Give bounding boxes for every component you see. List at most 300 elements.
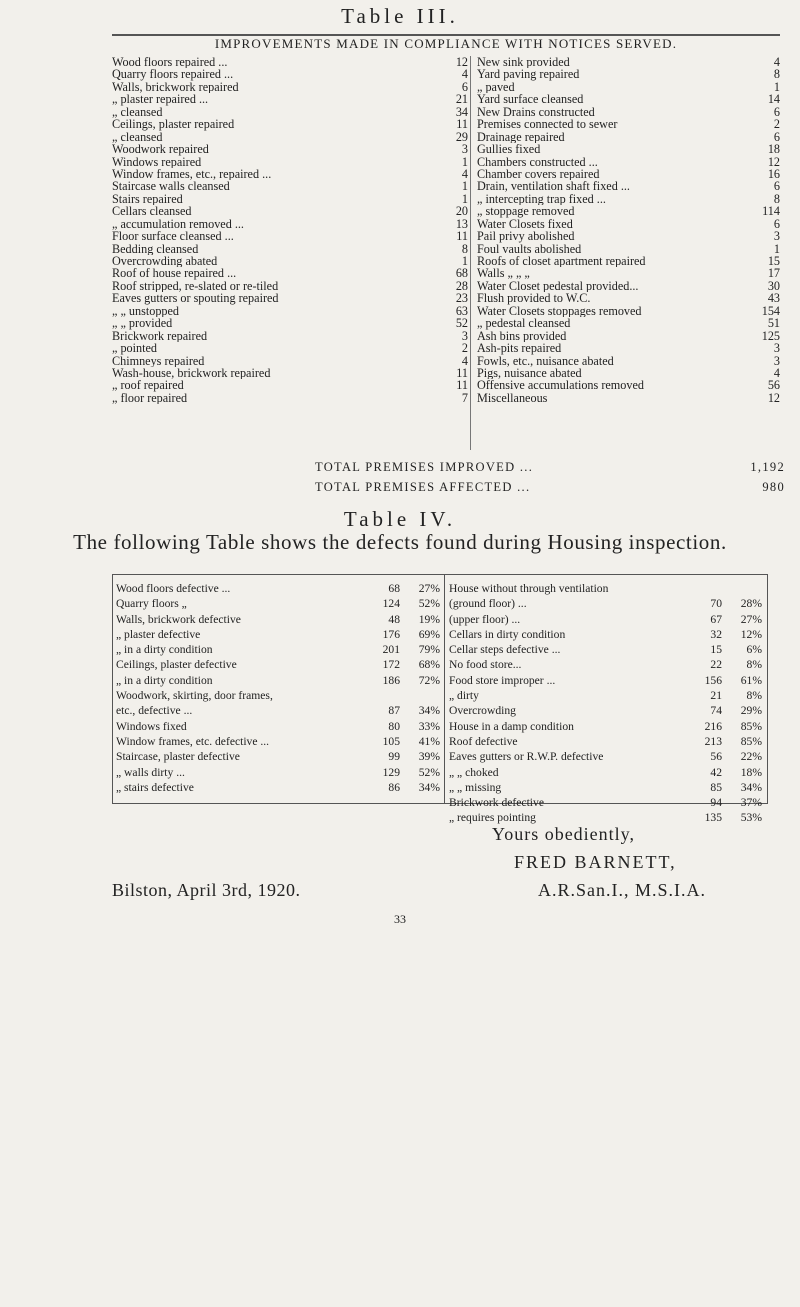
table3-column-divider (470, 56, 471, 450)
defect-label: „ „ missing (449, 780, 502, 794)
improvement-label: Wash-house, brickwork repaired (112, 366, 271, 380)
defect-count: 22 (710, 658, 722, 672)
defect-percent: 52% (418, 597, 440, 611)
defect-label: Cellars in dirty condition (449, 627, 566, 641)
defect-label: Quarry floors „ (116, 597, 187, 611)
defect-label: (upper floor) ... (449, 612, 521, 626)
defect-label: Eaves gutters or R.W.P. defective (449, 750, 604, 764)
defect-row (116, 612, 443, 627)
improvement-row (477, 280, 780, 292)
improvement-count: 15 (767, 254, 780, 268)
improvement-label: Ash bins provided (477, 329, 567, 343)
improvement-label: Ash-pits repaired (477, 342, 562, 355)
improvement-label: Fowls, etc., nuisance abated (477, 354, 614, 367)
defect-row (116, 596, 443, 611)
improvement-row (477, 131, 780, 143)
improvement-label: Drain, ventilation shaft fixed ... (477, 180, 630, 193)
improvement-label: Cellars cleansed (112, 205, 192, 218)
improvement-count: 3 (773, 341, 780, 356)
improvement-label: „ intercepting trap fixed ... (477, 192, 606, 206)
improvement-row (477, 180, 780, 192)
defect-count: 99 (388, 750, 400, 764)
defect-label: House in a damp condition (449, 719, 574, 733)
improvement-row (112, 205, 468, 217)
improvement-row (477, 193, 780, 205)
improvement-label: „ pedestal cleansed (477, 317, 571, 330)
improvement-count: 3 (773, 353, 780, 368)
defect-row (449, 581, 765, 596)
improvement-row (477, 205, 780, 217)
defect-count: 176 (382, 627, 400, 641)
defect-label: „ walls dirty ... (116, 765, 185, 779)
improvement-label: Offensive accumulations removed (477, 379, 644, 392)
defect-count: 213 (704, 734, 722, 748)
improvement-label: Water Closets fixed (477, 217, 573, 231)
improvement-count: 16 (767, 166, 780, 181)
improvement-count: 4 (773, 365, 780, 380)
improvement-row (477, 156, 780, 168)
defect-percent: 18% (740, 765, 762, 779)
table3-left-column (112, 56, 468, 404)
defect-percent: 8% (746, 689, 762, 703)
table4-right-column (449, 581, 765, 826)
improvement-row (477, 168, 780, 180)
defect-label: Staircase, plaster defective (116, 750, 240, 764)
defect-row (116, 734, 443, 749)
improvement-label: Drainage repaired (477, 130, 565, 144)
improvement-label: „ plaster repaired ... (112, 93, 209, 106)
defect-row (449, 596, 765, 611)
improvement-row (112, 379, 468, 391)
improvement-count: 2 (773, 117, 780, 132)
table3-body (112, 56, 780, 461)
improvement-label: Yard surface cleansed (477, 93, 584, 106)
total-value: 980 (762, 480, 785, 494)
improvement-count: 1 (461, 254, 468, 268)
improvement-count: 11 (456, 365, 468, 380)
defect-row (116, 765, 443, 780)
improvement-row (112, 355, 468, 367)
improvement-count: 63 (455, 303, 468, 318)
improvement-row (477, 106, 780, 118)
improvement-label: Flush provided to W.C. (477, 292, 591, 305)
defect-count: 56 (710, 750, 722, 764)
improvement-row (477, 56, 780, 68)
improvement-label: Roof stripped, re-slated or re-tiled (112, 279, 279, 293)
improvement-label: „ floor repaired (112, 391, 188, 405)
improvement-label: „ paved (477, 80, 515, 94)
defect-row (116, 703, 443, 718)
improvement-row (112, 330, 468, 342)
improvement-count: 12 (767, 154, 780, 169)
defect-row (449, 749, 765, 764)
defect-row (449, 703, 765, 718)
defect-count: 21 (710, 689, 722, 703)
improvement-count: 6 (773, 216, 780, 231)
defect-percent: 22% (740, 750, 762, 764)
improvement-label: „ „ provided (112, 317, 173, 330)
improvement-count: 28 (455, 278, 468, 293)
improvement-count: 4 (461, 67, 468, 82)
defect-count: 94 (710, 796, 722, 810)
improvement-row (477, 392, 780, 404)
defect-percent: 53% (740, 811, 762, 825)
improvement-row (112, 131, 468, 143)
defect-count: 15 (710, 643, 722, 657)
improvement-label: „ pointed (112, 342, 158, 355)
improvement-row (112, 193, 468, 205)
improvement-row (112, 230, 468, 242)
defect-label: „ in a dirty condition (116, 673, 213, 687)
improvement-count: 18 (767, 142, 780, 157)
defect-count: 85 (710, 780, 722, 794)
improvement-label: Bedding cleansed (112, 242, 199, 255)
defect-count: 124 (382, 597, 400, 611)
improvement-count: 43 (767, 291, 780, 306)
defect-percent: 37% (740, 796, 762, 810)
improvement-count: 8 (773, 67, 780, 82)
defect-label: Overcrowding (449, 704, 516, 718)
defect-row (116, 673, 443, 688)
defect-percent: 34% (418, 780, 440, 794)
improvement-label: „ stoppage removed (477, 205, 575, 218)
defect-percent: 29% (740, 704, 762, 718)
defect-row (116, 688, 443, 703)
improvement-label: Floor surface cleansed ... (112, 230, 234, 243)
table4-subtitle: The following Table shows the defects found during Housing inspection. (73, 530, 727, 554)
defect-label: No food store... (449, 658, 522, 672)
defect-row (116, 780, 443, 795)
improvement-row (477, 218, 780, 230)
improvement-count: 30 (767, 278, 780, 293)
improvement-label: Windows repaired (112, 155, 202, 168)
improvement-row (477, 81, 780, 93)
defect-count (684, 581, 722, 596)
defect-percent: 79% (418, 643, 440, 657)
improvement-row (477, 230, 780, 242)
improvement-row (477, 367, 780, 379)
improvement-count: 3 (461, 328, 468, 343)
total-row (315, 480, 785, 500)
improvement-count: 8 (773, 191, 780, 206)
improvement-count: 4 (461, 353, 468, 368)
improvement-row (112, 143, 468, 155)
defect-percent: 72% (418, 673, 440, 687)
improvement-label: Foul vaults abolished (477, 242, 582, 255)
improvement-label: Wood floors repaired ... (112, 56, 228, 69)
defect-row (449, 719, 765, 734)
defect-row (116, 657, 443, 672)
defect-percent: 34% (418, 704, 440, 718)
improvement-count: 21 (455, 92, 468, 107)
defect-row (449, 627, 765, 642)
defect-percent: 41% (418, 734, 440, 748)
improvement-count: 4 (773, 55, 780, 69)
table4-column-divider (444, 575, 445, 803)
improvement-label: Overcrowding abated (112, 255, 218, 268)
improvement-row (477, 267, 780, 279)
defect-percent: 85% (740, 719, 762, 733)
defect-percent: 61% (740, 673, 762, 687)
improvement-count: 8 (461, 241, 468, 256)
total-label: TOTAL PREMISES AFFECTED ... (315, 480, 531, 494)
defect-row (449, 795, 765, 810)
improvement-label: Pigs, nuisance abated (477, 366, 582, 380)
defect-percent: 85% (740, 734, 762, 748)
defect-count: 201 (382, 643, 400, 657)
defect-label: Cellar steps defective ... (449, 643, 561, 657)
improvement-count: 20 (455, 204, 468, 219)
defect-label: „ dirty (449, 689, 479, 703)
defect-percent: 6% (746, 643, 762, 657)
improvement-row (112, 180, 468, 192)
improvement-row (112, 81, 468, 93)
table3-subtitle: IMPROVEMENTS MADE IN COMPLIANCE WITH NOTICES SERVED. (214, 36, 678, 51)
defect-percent (400, 688, 443, 703)
improvement-label: „ „ unstopped (112, 304, 180, 318)
improvement-label: Yard paving repaired (477, 68, 580, 81)
improvement-label: Pail privy abolished (477, 230, 575, 243)
improvement-row (477, 292, 780, 304)
improvement-row (112, 255, 468, 267)
defect-count: 87 (388, 704, 400, 718)
improvement-count: 51 (767, 316, 780, 331)
defect-percent: 27% (740, 612, 762, 626)
improvement-row (112, 218, 468, 230)
improvement-row (477, 305, 780, 317)
defect-percent: 19% (418, 612, 440, 626)
defect-count: 74 (710, 704, 722, 718)
defect-row (449, 688, 765, 703)
improvement-label: Premises connected to sewer (477, 118, 618, 131)
improvement-label: Ceilings, plaster repaired (112, 118, 235, 131)
improvement-count: 13 (455, 216, 468, 231)
defect-label: Ceilings, plaster defective (116, 658, 237, 672)
improvement-count: 2 (461, 341, 468, 356)
improvement-label: Stairs repaired (112, 192, 183, 206)
defect-count: 42 (710, 765, 722, 779)
signatory-name: FRED BARNETT, (514, 852, 677, 872)
improvement-count: 14 (767, 92, 780, 107)
defect-label: „ „ choked (449, 765, 499, 779)
page-number: 33 (394, 912, 406, 926)
valediction: Yours obediently, (492, 824, 636, 844)
improvement-row (477, 255, 780, 267)
improvement-label: Quarry floors repaired ... (112, 68, 234, 81)
defect-percent: 27% (418, 582, 440, 595)
improvement-label: New sink provided (477, 56, 570, 69)
improvement-count: 17 (767, 266, 780, 281)
defect-label: „ plaster defective (116, 627, 201, 641)
improvement-label: „ cleansed (112, 105, 163, 119)
improvement-count: 23 (455, 291, 468, 306)
improvement-label: Roof of house repaired ... (112, 267, 237, 280)
improvement-count: 1 (773, 241, 780, 256)
defect-count: 68 (388, 582, 400, 595)
defect-label: (ground floor) ... (449, 597, 527, 611)
improvement-label: New Drains constructed (477, 105, 595, 119)
improvement-label: Chimneys repaired (112, 354, 205, 367)
defect-label: Walls, brickwork defective (116, 612, 241, 626)
improvement-row (112, 156, 468, 168)
improvement-label: „ roof repaired (112, 379, 184, 392)
improvement-count: 1 (461, 191, 468, 206)
defect-percent: 39% (418, 750, 440, 764)
improvement-label: Chamber covers repaired (477, 167, 600, 181)
defect-percent: 33% (418, 719, 440, 733)
improvement-label: Eaves gutters or spouting repaired (112, 292, 279, 305)
improvement-count: 1 (461, 154, 468, 169)
improvement-count: 7 (461, 390, 468, 405)
defect-percent: 28% (740, 597, 762, 611)
improvement-label: „ cleansed (112, 130, 163, 144)
defect-label: House without through ventilation (449, 582, 609, 595)
defect-count: 67 (710, 612, 722, 626)
defect-count: 186 (382, 673, 400, 687)
defect-row (449, 642, 765, 657)
improvement-row (477, 379, 780, 391)
improvement-label: Gullies fixed (477, 143, 541, 156)
defect-count: 216 (704, 719, 722, 733)
defect-label: Wood floors defective ... (116, 582, 231, 595)
improvement-count: 11 (456, 378, 468, 393)
improvement-label: Water Closet pedestal provided... (477, 279, 639, 293)
improvement-label: Walls „ „ „ (477, 267, 530, 280)
improvement-count: 12 (767, 390, 780, 405)
defect-row (116, 627, 443, 642)
improvement-count: 29 (455, 129, 468, 144)
improvement-row (112, 280, 468, 292)
improvement-row (477, 243, 780, 255)
defect-row (449, 765, 765, 780)
improvement-row (477, 68, 780, 80)
table4-title: Table IV. (343, 507, 457, 531)
improvement-count: 154 (761, 303, 780, 318)
total-value: 1,192 (750, 460, 785, 474)
improvement-count: 34 (455, 104, 468, 119)
defect-label: Brickwork defective (449, 796, 544, 810)
improvement-row (477, 330, 780, 342)
improvement-row (112, 292, 468, 304)
total-row (315, 460, 785, 480)
defect-count: 105 (382, 734, 400, 748)
defect-percent: 34% (740, 780, 762, 794)
table3-title: Table III. (341, 4, 459, 28)
improvement-row (112, 392, 468, 404)
improvement-count: 6 (773, 179, 780, 194)
defect-percent: 8% (746, 658, 762, 672)
table4-box (112, 574, 768, 825)
defect-label: Windows fixed (116, 719, 187, 733)
defect-row (449, 612, 765, 627)
improvement-row (112, 56, 468, 68)
improvement-count: 3 (461, 142, 468, 157)
defect-percent (722, 581, 765, 596)
defect-row (449, 734, 765, 749)
improvement-row (112, 305, 468, 317)
improvement-count: 1 (461, 179, 468, 194)
improvement-label: Walls, brickwork repaired (112, 80, 239, 94)
improvement-label: Miscellaneous (477, 391, 548, 405)
improvement-label: Woodwork repaired (112, 143, 209, 156)
defect-count: 129 (382, 765, 400, 779)
defect-count (364, 688, 400, 703)
table3-totals (315, 460, 785, 500)
improvement-count: 11 (456, 117, 468, 132)
defect-count: 80 (388, 719, 400, 733)
improvement-count: 6 (773, 104, 780, 119)
improvement-count: 12 (455, 55, 468, 69)
total-label: TOTAL PREMISES IMPROVED ... (315, 460, 534, 474)
improvement-label: Roofs of closet apartment repaired (477, 255, 646, 268)
improvement-count: 6 (461, 79, 468, 94)
improvement-row (112, 367, 468, 379)
improvement-count: 1 (773, 79, 780, 94)
improvement-row (477, 342, 780, 354)
improvement-count: 125 (761, 328, 780, 343)
improvement-count: 52 (455, 316, 468, 331)
improvement-row (112, 106, 468, 118)
signatory-qualifications: A.R.San.I., M.S.I.A. (538, 880, 707, 900)
defect-row (449, 657, 765, 672)
improvement-label: Chambers constructed ... (477, 155, 598, 168)
improvement-row (112, 118, 468, 130)
defect-row (449, 780, 765, 795)
improvement-label: Staircase walls cleansed (112, 180, 230, 193)
defect-row (116, 749, 443, 764)
defect-label: Window frames, etc. defective ... (116, 734, 270, 748)
defect-row (116, 719, 443, 734)
improvement-count: 11 (456, 229, 468, 244)
improvement-label: Brickwork repaired (112, 329, 208, 343)
improvement-row (112, 93, 468, 105)
improvement-count: 6 (773, 129, 780, 144)
table3-right-column (477, 56, 780, 404)
improvement-row (477, 93, 780, 105)
defect-label: Food store improper ... (449, 673, 556, 687)
defect-percent: 68% (418, 658, 440, 672)
improvement-count: 4 (461, 166, 468, 181)
table4-left-column (116, 581, 443, 795)
defect-count: 70 (710, 597, 722, 611)
defect-percent: 52% (418, 765, 440, 779)
defect-count: 86 (388, 780, 400, 794)
improvement-label: Water Closets stoppages removed (477, 304, 642, 318)
improvement-count: 3 (773, 229, 780, 244)
defect-label: Woodwork, skirting, door frames, (116, 689, 273, 703)
improvement-row (112, 342, 468, 354)
defect-count: 32 (710, 627, 722, 641)
defect-percent: 69% (418, 627, 440, 641)
defect-row (116, 642, 443, 657)
improvement-row (112, 68, 468, 80)
defect-label: „ in a dirty condition (116, 643, 213, 657)
improvement-count: 56 (767, 378, 780, 393)
improvement-row (477, 317, 780, 329)
defect-count: 135 (704, 811, 722, 825)
defect-label: „ requires pointing (449, 811, 536, 825)
improvement-row (112, 317, 468, 329)
defect-label: „ stairs defective (116, 780, 194, 794)
place-date: Bilston, April 3rd, 1920. (112, 880, 301, 900)
improvement-row (477, 118, 780, 130)
defect-count: 172 (382, 658, 400, 672)
improvement-row (477, 143, 780, 155)
defect-count: 48 (388, 612, 400, 626)
improvement-row (112, 243, 468, 255)
defect-row (449, 673, 765, 688)
defect-percent: 12% (740, 627, 762, 641)
